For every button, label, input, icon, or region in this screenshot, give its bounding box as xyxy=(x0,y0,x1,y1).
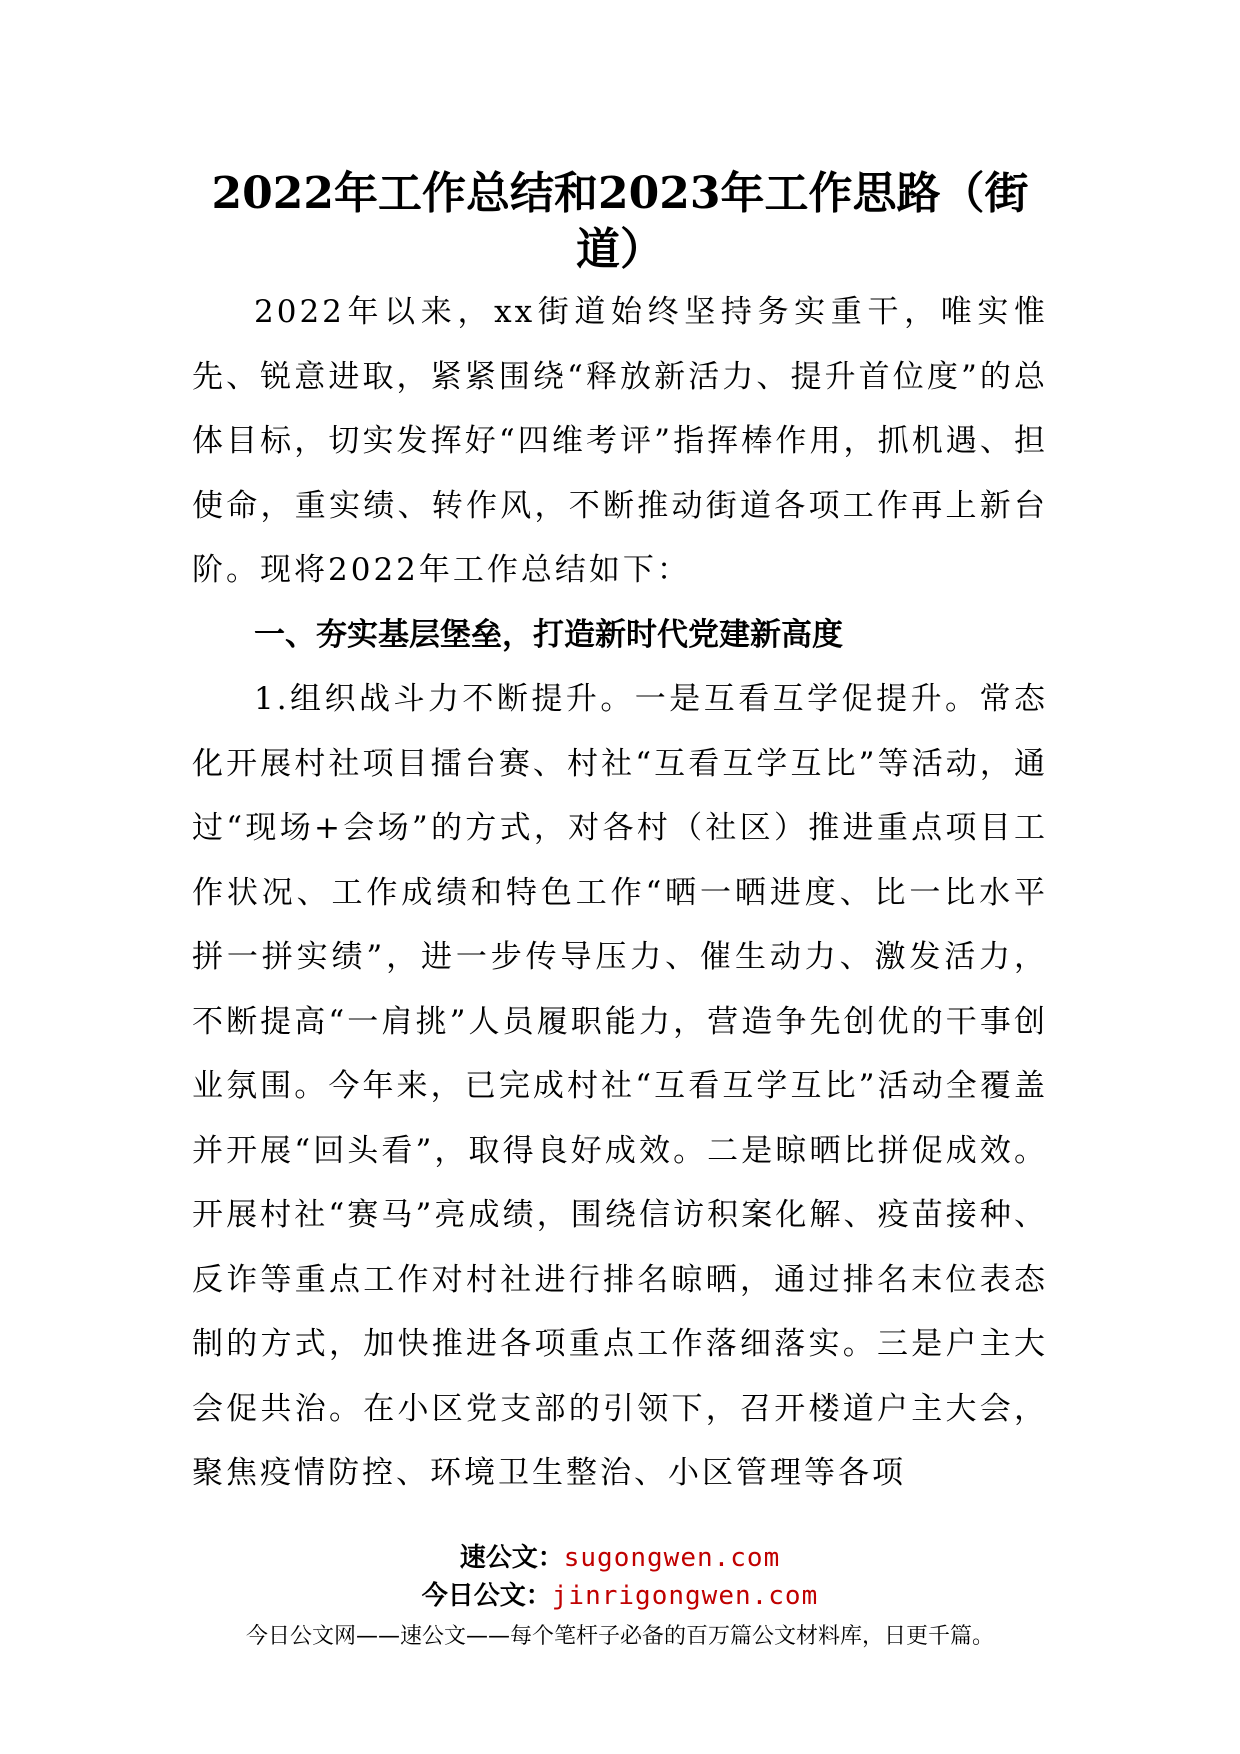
footer-label-jinrigongwen: 今日公文： xyxy=(421,1581,552,1611)
footer-jinrigongwen xyxy=(0,1579,1240,1613)
document-title: 2022年工作总结和2023年工作思路（街道） xyxy=(211,168,1029,275)
document-body xyxy=(192,280,1048,1506)
footer-slogan: 今日公文网——速公文——每个笔杆子必备的百万篇公文材料库，日更千篇。 xyxy=(245,1624,994,1649)
footer-sugongwen xyxy=(0,1541,1240,1575)
section-heading: 一、夯实基层堡垒，打造新时代党建新高度 xyxy=(254,616,843,653)
footer-label-sugongwen: 速公文： xyxy=(459,1543,564,1573)
footer-link-jinrigongwen[interactable]: jinrigongwen.com xyxy=(551,1581,819,1611)
body-paragraph: 1.组织战斗力不断提升。一是互看互学促提升。常态化开展村社项目擂台赛、村社“互看互学互比”等活动，通过“现场+会场”的方式，对各村（社区）推进重点项目工作状况、工作成绩和特色工作“晒一晒进度、比一比水平拼一拼实绩”，进一步传导压力、催生动力、激发活力，不断提高“一肩挑”人员履职能力，营造争先创优的干事创业氛围。今年来，已完成村社“互看互学互比”活动全覆盖并开展“回头看”，取得良好成效。二是晾晒比拼促成效。开展村社“赛马”亮成绩，围绕信访积案化解、疫苗接种、反诈等重点工作对村社进行排名晾晒，通过排名末位表态制的方式，加快推进各项重点工作落细落实。三是户主大会促共治。在小区党支部的引领下，召开楼道户主大会，聚焦疫情防控、环境卫生整治、小区管理等各项 xyxy=(192,681,1048,1491)
intro-paragraph: 2022年以来，xx街道始终坚持务实重干，唯实惟先、锐意进取，紧紧围绕“释放新活力、提升首位度”的总体目标，切实发挥好“四维考评”指挥棒作用，抓机遇、担使命，重实绩、转作风，不断推动街道各项工作再上新台阶。现将2022年工作总结如下： xyxy=(192,294,1048,588)
footer-link-sugongwen[interactable]: sugongwen.com xyxy=(563,1543,781,1573)
